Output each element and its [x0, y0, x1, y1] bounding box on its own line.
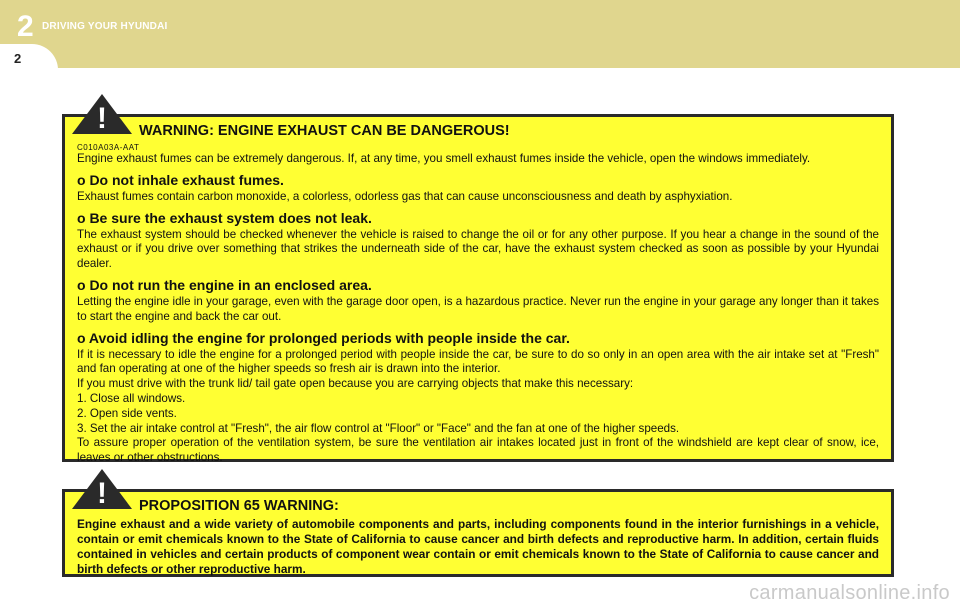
proposition-65-text: Engine exhaust and a wide variety of automobile components and parts, including components found in the interior furnishings in a vehicle, contain or emit chemicals known to the State of California to cause cancer and birth defects and reproductive harm. In addition, certain fluids contained in vehicles and certain products of component wear contain or emit chemicals known to the State of California to cause cancer and birth defects or other reproductive harm. — [77, 517, 879, 576]
section-heading: o Do not inhale exhaust fumes. — [77, 171, 284, 188]
warning-title: WARNING: ENGINE EXHAUST CAN BE DANGEROUS! — [139, 123, 510, 139]
trunk-intro: If you must drive with the trunk lid/ tail gate open because you are carrying objects that make this necessary: — [77, 377, 634, 391]
exclamation-icon: ! — [97, 102, 107, 135]
section-text: Exhaust fumes contain carbon monoxide, a colorless, odorless gas that can cause unconsciousness and death by asphyxiation. — [77, 189, 733, 203]
page-number: 2 — [14, 51, 22, 66]
section-heading: o Be sure the exhaust system does not leak. — [77, 209, 372, 226]
watermark: carmanualsonline.info — [749, 582, 950, 604]
engine-exhaust-warning-box — [62, 114, 894, 465]
section-text: The exhaust system should be checked whenever the vehicle is raised to change the oil or for any other purpose. If you hear a change in the sound of the exhaust or if you drive over something that strikes the underneath side of the car, have the exhaust system checked as soon as possible by your Hyundai dealer. — [77, 227, 879, 271]
step-item: 2. Open side vents. — [77, 406, 177, 420]
reference-code: C010A03A-AAT — [77, 143, 140, 152]
section-text: If it is necessary to idle the engine for a prolonged period with people inside the car, be sure to do so only in an open area with the air intake set at "Fresh" and fan operating at one of the higher speeds so fresh air is drawn into the interior. — [77, 347, 879, 376]
section-text: Letting the engine idle in your garage, even with the garage door open, is a hazardous practice. Never run the engine in your garage any longer than it takes to start the engine and back the car out. — [77, 294, 879, 323]
section-heading: o Avoid idling the engine for prolonged periods with people inside the car. — [77, 329, 570, 346]
exclamation-icon: ! — [97, 477, 107, 510]
chapter-number: 2 — [17, 10, 34, 43]
proposition-65-warning-box — [62, 489, 894, 577]
warning-title: PROPOSITION 65 WARNING: — [139, 498, 339, 514]
header-band — [0, 0, 960, 68]
chapter-title: DRIVING YOUR HYUNDAI — [42, 21, 168, 32]
warning-intro: Engine exhaust fumes can be extremely dangerous. If, at any time, you smell exhaust fumes inside the vehicle, open the windows immediately. — [77, 152, 811, 165]
closing-text: To assure proper operation of the ventilation system, be sure the ventilation air intakes located just in front of the windshield are kept clear of snow, ice, leaves or other obstructions. — [77, 436, 879, 465]
step-item: 3. Set the air intake control at "Fresh", the air flow control at "Floor" or "Face" and the fan at one of the higher speeds. — [77, 421, 680, 435]
step-item: 1. Close all windows. — [77, 391, 186, 405]
section-heading: o Do not run the engine in an enclosed area. — [77, 276, 372, 293]
